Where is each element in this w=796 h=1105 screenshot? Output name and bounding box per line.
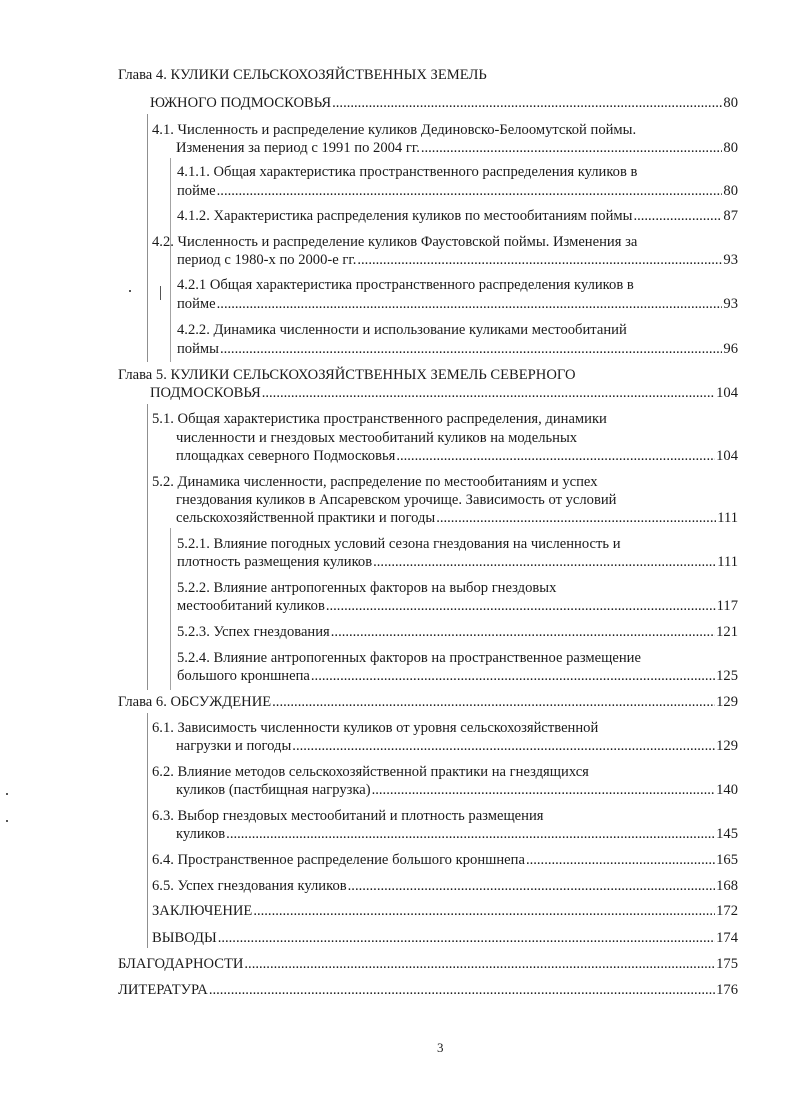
indent-rule: [147, 114, 148, 362]
toc-literature-entry: [118, 981, 738, 999]
toc-section-5-2-4-title-cont: большого кроншнепа: [177, 668, 310, 684]
toc-section-5-2-title-cont: гнездования куликов в Апсаревском урочище. Зависимость от условий: [176, 492, 617, 508]
toc-section-6-2-entry: [176, 781, 738, 799]
toc-page-number: 176: [716, 982, 738, 998]
toc-section-6-1-title-cont: нагрузки и погоды: [176, 738, 292, 754]
indent-rule: [170, 528, 171, 690]
toc-leader-dots: [348, 877, 715, 895]
toc-section-4-1-entry: [176, 139, 738, 157]
toc-chapter-4-title-cont: ЮЖНОГО ПОДМОСКОВЬЯ: [150, 95, 332, 111]
toc-page-number: 165: [716, 852, 738, 868]
toc-page-number: 80: [723, 183, 738, 199]
toc-section-4-1-title: 4.1. Численность и распределение куликов Дединовско-Белоомутской поймы.: [152, 122, 637, 138]
toc-page-number: 104: [716, 385, 738, 401]
toc-section-5-2-3-entry: [177, 623, 738, 641]
scan-speck: [129, 290, 131, 292]
toc-leader-dots: [272, 693, 715, 711]
toc-section-4-2-1-title: 4.2.1 Общая характеристика пространственного распределения куликов в: [177, 277, 634, 293]
toc-leader-dots: [226, 825, 715, 843]
toc-section-5-2-1-entry: [177, 553, 738, 571]
toc-page-number: 93: [723, 252, 738, 268]
indent-rule: [147, 404, 148, 690]
toc-section-4-1-1-title: 4.1.1. Общая характеристика пространственного распределения куликов в: [177, 164, 638, 180]
toc-section-4-2-1-entry: [177, 295, 738, 313]
toc-chapter-5-entry: [150, 384, 738, 402]
toc-page-number: 111: [717, 510, 738, 526]
toc-leader-dots: [331, 623, 715, 641]
indent-rule: [170, 158, 171, 362]
toc-section-6-3-entry: [176, 825, 738, 843]
indent-rule: [147, 713, 148, 948]
scan-speck: [160, 286, 161, 300]
toc-leader-dots: [217, 295, 723, 313]
toc-section-5-2-2-title: 5.2.2. Влияние антропогенных факторов на выбор гнездовых: [177, 580, 557, 596]
toc-section-4-1-1-title-cont: пойме: [177, 183, 216, 199]
toc-leader-dots: [326, 597, 716, 615]
toc-section-5-2-3-title: 5.2.3. Успех гнездования: [177, 624, 330, 640]
toc-leader-dots: [262, 384, 715, 402]
toc-leader-dots: [311, 667, 715, 685]
toc-page-number: 111: [717, 554, 738, 570]
toc-chapter-4-title: Глава 4. КУЛИКИ СЕЛЬСКОХОЗЯЙСТВЕННЫХ ЗЕМЕЛЬ: [118, 67, 487, 83]
toc-page-number: 175: [716, 956, 738, 972]
toc-section-6-1-title: 6.1. Зависимость численности куликов от уровня сельскохозяйственной: [152, 720, 599, 736]
toc-section-4-2-title-cont: период с 1980-х по 2000-е гг.: [177, 252, 357, 268]
toc-section-5-2-4-title: 5.2.4. Влияние антропогенных факторов на пространственное размещение: [177, 650, 641, 666]
scan-speck: [6, 793, 8, 795]
toc-section-4-2-2-title: 4.2.2. Динамика численности и использование куликами местообитаний: [177, 322, 627, 338]
toc-section-5-2-1-title: 5.2.1. Влияние погодных условий сезона гнездования на численность и: [177, 536, 621, 552]
toc-page-number: 80: [723, 140, 738, 156]
toc-section-5-1-title-cont2: площадках северного Подмосковья: [176, 448, 396, 464]
toc-page-number: 129: [716, 738, 738, 754]
toc-section-6-4-title: 6.4. Пространственное распределение большого кроншнепа: [152, 852, 525, 868]
toc-page-number: 129: [716, 694, 738, 710]
toc-section-4-1-title-cont: Изменения за период с 1991 по 2004 гг.: [176, 140, 420, 156]
toc-section-6-2-title-cont: куликов (пастбищная нагрузка): [176, 782, 371, 798]
toc-leader-dots: [218, 929, 715, 947]
toc-section-5-2-4-entry: [177, 667, 738, 685]
toc-leader-dots: [253, 902, 715, 920]
toc-leader-dots: [436, 509, 716, 527]
toc-leader-dots: [220, 340, 722, 358]
toc-section-6-5-title: 6.5. Успех гнездования куликов: [152, 878, 347, 894]
toc-acknowledgements-entry: [118, 955, 738, 973]
toc-literature-title: ЛИТЕРАТУРА: [118, 982, 208, 998]
toc-leader-dots: [357, 251, 722, 269]
toc-section-4-2-entry: [177, 251, 738, 269]
toc-section-6-1-entry: [176, 737, 738, 755]
toc-section-5-2-2-entry: [177, 597, 738, 615]
page-number: 3: [437, 1040, 444, 1055]
toc-conclusion-entry: [152, 902, 738, 920]
toc-page-number: 168: [716, 878, 738, 894]
toc-leader-dots: [373, 553, 716, 571]
toc-section-5-2-1-title-cont: плотность размещения куликов: [177, 554, 373, 570]
toc-leader-dots: [372, 781, 716, 799]
toc-section-5-2-title-cont2: сельскохозяйственной практики и погоды: [176, 510, 436, 526]
toc-conclusion-title: ЗАКЛЮЧЕНИЕ: [152, 903, 253, 919]
toc-section-5-1-title-cont: численности и гнездовых местообитаний куликов на модельных: [176, 430, 578, 446]
toc-section-5-2-2-title-cont: местообитаний куликов: [177, 598, 325, 614]
toc-leader-dots: [421, 139, 723, 157]
toc-section-6-3-title-cont: куликов: [176, 826, 226, 842]
toc-chapter-6-title: Глава 6. ОБСУЖДЕНИЕ: [118, 694, 272, 710]
toc-page-number: 80: [723, 95, 738, 111]
toc-chapter-5-title: Глава 5. КУЛИКИ СЕЛЬСКОХОЗЯЙСТВЕННЫХ ЗЕМЕЛЬ СЕВЕРНОГО: [118, 367, 576, 383]
toc-section-4-2-1-title-cont: пойме: [177, 296, 216, 312]
toc-leader-dots: [244, 955, 715, 973]
toc-page-number: 87: [723, 208, 738, 224]
toc-section-4-1-2-entry: [177, 207, 738, 225]
toc-acknowledgements-title: БЛАГОДАРНОСТИ: [118, 956, 244, 972]
toc-section-4-2-2-entry: [177, 340, 738, 358]
toc-page-number: 121: [716, 624, 738, 640]
toc-leader-dots: [209, 981, 715, 999]
toc-section-5-2-title: 5.2. Динамика численности, распределение по местообитаниям и успех: [152, 474, 598, 490]
toc-leader-dots: [396, 447, 715, 465]
toc-findings-entry: [152, 929, 738, 947]
toc-page-number: 172: [716, 903, 738, 919]
toc-page-number: 104: [716, 448, 738, 464]
toc-chapter-4-entry: [150, 94, 738, 112]
toc-leader-dots: [292, 737, 715, 755]
toc-leader-dots: [332, 94, 722, 112]
toc-page-number: 125: [716, 668, 738, 684]
toc-section-6-4-entry: [152, 851, 738, 869]
toc-leader-dots: [217, 182, 723, 200]
toc-page-number: 93: [723, 296, 738, 312]
toc-page-number: 140: [716, 782, 738, 798]
toc-section-6-3-title: 6.3. Выбор гнездовых местообитаний и плотность размещения: [152, 808, 544, 824]
toc-section-6-5-entry: [152, 877, 738, 895]
toc-section-5-1-title: 5.1. Общая характеристика пространственного распределения, динамики: [152, 411, 607, 427]
toc-section-6-2-title: 6.2. Влияние методов сельскохозяйственной практики на гнездящихся: [152, 764, 589, 780]
toc-leader-dots: [526, 851, 715, 869]
toc-chapter-5-title-cont: ПОДМОСКОВЬЯ: [150, 385, 261, 401]
scan-speck: [6, 820, 8, 822]
toc-page-number: 117: [716, 598, 738, 614]
toc-page-number: 174: [716, 930, 738, 946]
toc-page-number: 145: [716, 826, 738, 842]
toc-section-5-2-entry: [176, 509, 738, 527]
toc-section-4-2-2-title-cont: поймы: [177, 341, 219, 357]
toc-section-5-1-entry: [176, 447, 738, 465]
toc-section-4-1-1-entry: [177, 182, 738, 200]
toc-section-4-2-title: 4.2. Численность и распределение куликов Фаустовской поймы. Изменения за: [152, 234, 638, 250]
toc-chapter-6-entry: [118, 693, 738, 711]
toc-leader-dots: [633, 207, 722, 225]
toc-findings-title: ВЫВОДЫ: [152, 930, 217, 946]
toc-section-4-1-2-title: 4.1.2. Характеристика распределения куликов по местообитаниям поймы: [177, 208, 633, 224]
toc-page-number: 96: [723, 341, 738, 357]
